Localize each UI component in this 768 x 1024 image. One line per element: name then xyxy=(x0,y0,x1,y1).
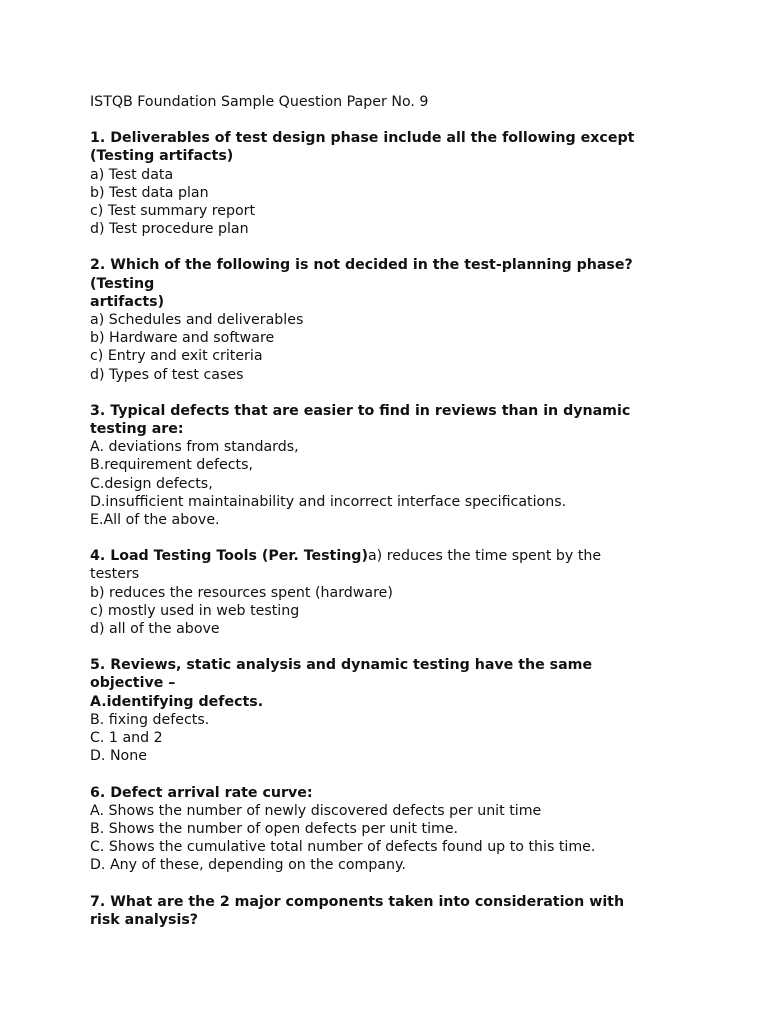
question-4 xyxy=(90,547,708,638)
question-6 xyxy=(90,784,708,875)
answer-option: C. 1 and 2 xyxy=(90,730,163,747)
answer-option: D. None xyxy=(90,748,147,765)
question-line: objective – xyxy=(90,675,176,692)
answer-option: E.All of the above. xyxy=(90,512,220,529)
question-4-text xyxy=(90,547,708,565)
answer-option: d) Test procedure plan xyxy=(90,221,249,238)
question-line: 2. Which of the following is not decided in the test-planning phase? xyxy=(90,257,633,274)
answer-option-inline: a) reduces the time spent by the xyxy=(367,548,602,565)
question-line: testing are: xyxy=(90,421,184,438)
answer-option: B.requirement defects, xyxy=(90,457,254,474)
question-5 xyxy=(90,656,708,765)
question-3 xyxy=(90,402,708,529)
question-7-text xyxy=(90,893,708,929)
answer-option: B. Shows the number of open defects per unit time. xyxy=(90,820,459,837)
question-2-text xyxy=(90,256,708,311)
answer-option: c) Test summary report xyxy=(90,203,256,220)
question-line: 3. Typical defects that are easier to find in reviews than in dynamic xyxy=(90,402,631,419)
question-2 xyxy=(90,256,708,383)
question-6-text xyxy=(90,784,708,802)
answer-option: d) Types of test cases xyxy=(90,366,244,383)
question-line: (Testing artifacts) xyxy=(90,148,234,165)
answer-option: d) all of the above xyxy=(90,621,220,638)
answer-option: b) Hardware and software xyxy=(90,330,275,347)
answer-option: C.design defects, xyxy=(90,475,213,492)
question-line: 6. Defect arrival rate curve: xyxy=(90,784,313,801)
question-line: 5. Reviews, static analysis and dynamic testing have the same xyxy=(90,657,593,674)
answer-option-continuation: testers xyxy=(90,566,140,583)
question-line: 1. Deliverables of test design phase include all the following except xyxy=(90,130,635,147)
answer-option-highlighted: A.identifying defects. xyxy=(90,693,264,710)
question-1-text xyxy=(90,129,708,165)
question-1 xyxy=(90,129,708,238)
answer-option: A. deviations from standards, xyxy=(90,439,299,456)
answer-option: b) reduces the resources spent (hardware) xyxy=(90,584,393,601)
question-line: (Testing xyxy=(90,275,155,292)
question-line: 4. Load Testing Tools (Per. Testing) xyxy=(90,548,368,565)
question-line: risk analysis? xyxy=(90,911,199,928)
answer-option: c) mostly used in web testing xyxy=(90,602,300,619)
question-3-text xyxy=(90,402,708,438)
question-line: artifacts) xyxy=(90,293,165,310)
answer-option: b) Test data plan xyxy=(90,184,209,201)
question-line: 7. What are the 2 major components taken into consideration with xyxy=(90,893,625,910)
answer-option: A. Shows the number of newly discovered defects per unit time xyxy=(90,802,542,819)
question-5-text xyxy=(90,656,708,692)
answer-option: B. fixing defects. xyxy=(90,711,210,728)
question-7 xyxy=(90,893,708,929)
answer-option: D. Any of these, depending on the company. xyxy=(90,857,406,874)
document-title: ISTQB Foundation Sample Question Paper No. 9 xyxy=(90,94,429,110)
answer-option: c) Entry and exit criteria xyxy=(90,348,263,365)
answer-option: C. Shows the cumulative total number of defects found up to this time. xyxy=(90,839,596,856)
answer-option: a) Schedules and deliverables xyxy=(90,312,304,329)
answer-option: D.insufficient maintainability and incorrect interface specifications. xyxy=(90,493,567,510)
answer-option: a) Test data xyxy=(90,166,174,183)
